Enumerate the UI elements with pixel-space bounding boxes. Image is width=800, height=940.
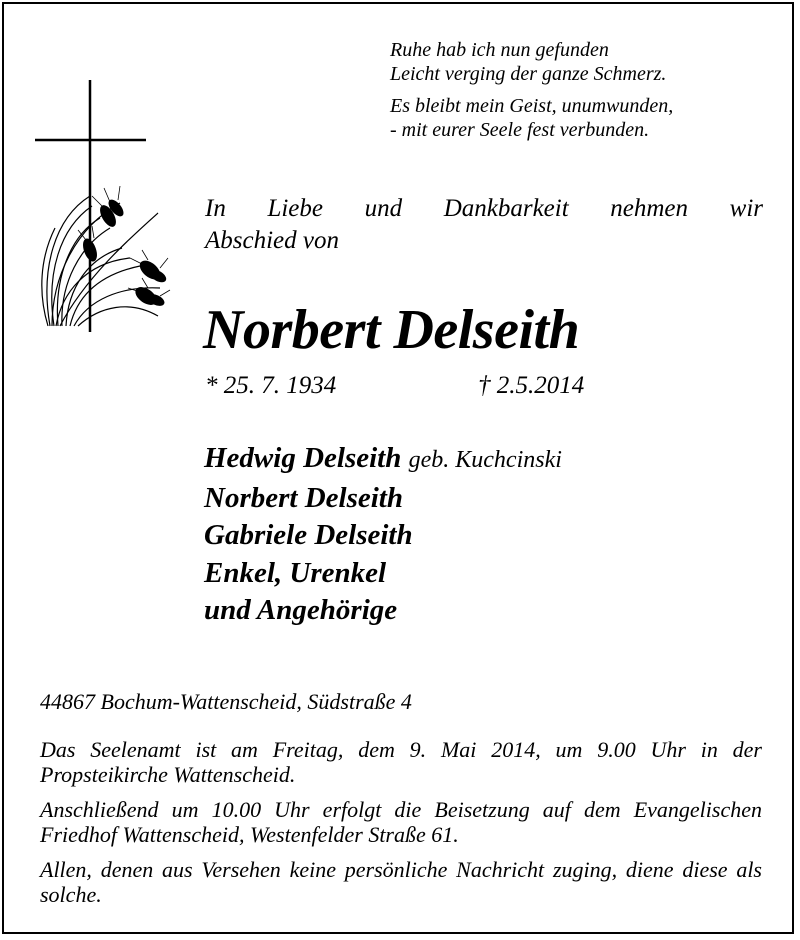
family-member-name: Hedwig Delseith [204,442,402,474]
note-paragraph: Allen, denen aus Versehen keine persönliche Nachricht zuging, diene diese als solche. [40,857,762,907]
poem-line: Es bleibt mein Geist, unumwunden, [390,95,674,117]
intro-line-2: Abschied von [205,227,339,254]
poem-stanza-2 [390,94,673,142]
note-paragraph: Das Seelenamt ist am Freitag, dem 9. Mai 2014, um 9.00 Uhr in der Propsteikirche Wattenscheid. [40,737,762,787]
poem-line: Ruhe hab ich nun gefunden [390,39,609,61]
cross-with-grain-ears-icon [30,78,200,338]
note-paragraph: Anschließend um 10.00 Uhr erfolgt die Beisetzung auf dem Evangelischen Friedhof Wattenscheid, Westenfelder Straße 61. [40,797,762,847]
family-member: Norbert Delseith [204,481,403,514]
poem-line: Leicht verging der ganze Schmerz. [390,63,667,85]
deceased-name: Norbert Delseith [203,299,580,361]
birth-date: * 25. 7. 1934 [205,372,337,399]
family-member [204,440,562,480]
family-member: und Angehörige [204,594,398,626]
service-notes [40,737,762,917]
poem [390,38,673,142]
poem-stanza-1 [390,38,673,86]
family-member: Enkel, Urenkel [204,556,387,589]
family-list [204,440,562,630]
death-date: † 2.5.2014 [478,372,585,399]
intro-text [205,193,763,257]
intro-line-1: In Liebe und Dankbarkeit nehmen wir [205,195,763,222]
address: 44867 Bochum-Wattenscheid, Südstraße 4 [40,689,412,714]
poem-line: - mit eurer Seele fest verbunden. [390,119,650,141]
family-member: Gabriele Delseith [204,519,413,551]
maiden-name: geb. Kuchcinski [408,447,562,473]
